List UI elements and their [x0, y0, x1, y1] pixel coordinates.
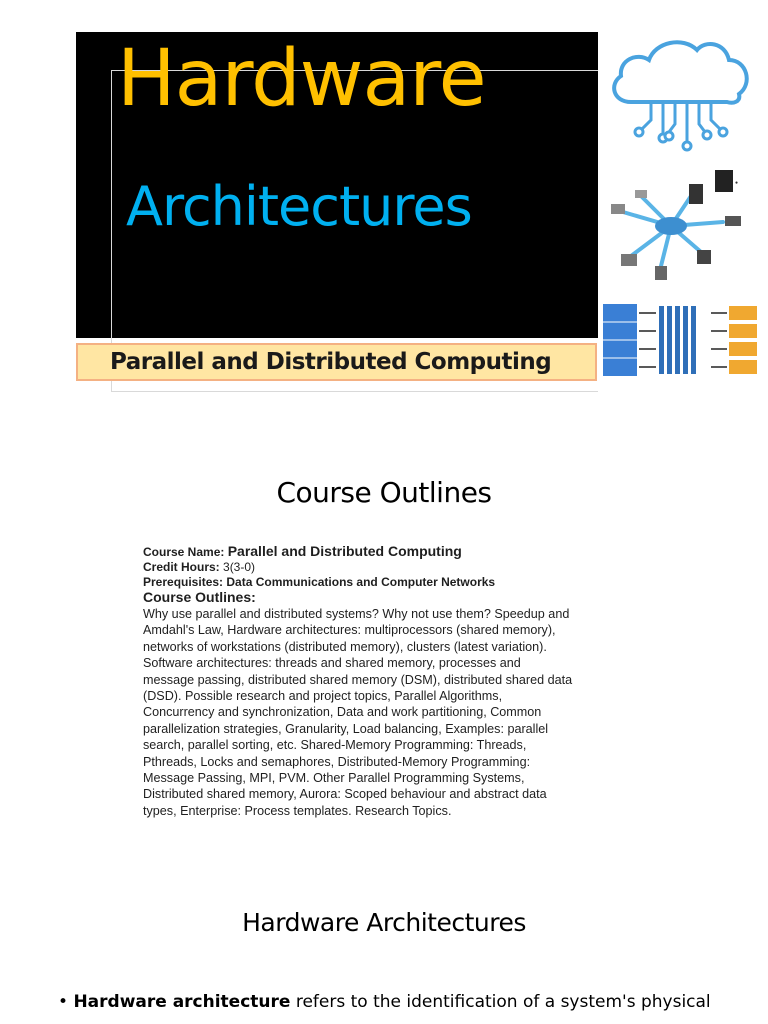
slide-title: Hardware Architectures	[242, 908, 526, 937]
credit-hours-row	[143, 560, 633, 575]
hardware-architectures-slide	[0, 860, 768, 1024]
course-name-label: Course Name:	[143, 545, 225, 559]
outline-line: search, parallel sorting, etc. Shared-Memory Programming: Threads,	[143, 738, 527, 753]
title-architectures: Architectures	[126, 175, 472, 238]
course-name-row	[143, 544, 633, 560]
outline-line: networks of workstations (distributed memory), clusters (latest variation).	[143, 639, 547, 654]
outline-line: Why use parallel and distributed systems? Why not use them? Speedup and	[143, 607, 570, 621]
outline-line: message passing, distributed shared memory (DSM), distributed shared data	[143, 672, 573, 687]
slide-title: Course Outlines	[276, 476, 492, 509]
outline-line: Software architectures: threads and shared memory, processes and	[143, 656, 521, 671]
course-outline-box	[143, 544, 633, 819]
bullet-dot: •	[58, 992, 74, 1012]
course-name-value: Parallel and Distributed Computing	[227, 543, 462, 559]
prerequisites-label: Prerequisites:	[143, 575, 224, 589]
outline-line: Concurrency and synchronization, Data and work partitioning, Common	[143, 705, 542, 720]
course-outline-slide	[0, 410, 768, 850]
title-slide	[0, 0, 768, 392]
distributed-network-diagram	[601, 162, 761, 290]
prerequisites-row	[143, 575, 633, 590]
outline-line: Message Passing, MPI, PVM. Other Parallel Programming Systems,	[143, 771, 525, 786]
prerequisites-value: Data Communications and Computer Networks	[226, 575, 496, 589]
outline-line: types, Enterprise: Process templates. Research Topics.	[143, 803, 452, 818]
outline-line: Amdahl's Law, Hardware architectures: multiprocessors (shared memory),	[143, 623, 556, 638]
outline-line: (DSD). Possible research and project topics, Parallel Algorithms,	[143, 689, 503, 704]
outline-paragraph	[143, 606, 633, 819]
credit-hours-label: Credit Hours:	[143, 560, 220, 574]
outline-line: Distributed shared memory, Aurora: Scoped behaviour and abstract data	[143, 787, 547, 802]
bullet-item	[58, 992, 711, 1012]
cloud-circuit-icon	[601, 32, 759, 157]
cpu-instruction-stream-diagram	[601, 296, 761, 382]
bullet-text: refers to the identification of a system's physical	[290, 992, 711, 1012]
outline-line: parallelization strategies, Granularity, Load balancing, Examples: parallel	[143, 721, 549, 736]
svg-text:●: ●	[735, 180, 739, 186]
credit-hours-value: 3(3-0)	[223, 560, 256, 574]
outline-line: Pthreads, Locks and semaphores, Distributed-Memory Programming:	[143, 754, 531, 769]
bullet-bold-term: Hardware architecture	[73, 992, 291, 1012]
outlines-heading: Course Outlines:	[143, 589, 256, 605]
subtitle-text: Parallel and Distributed Computing	[110, 349, 552, 375]
title-hardware: Hardware	[117, 34, 486, 124]
